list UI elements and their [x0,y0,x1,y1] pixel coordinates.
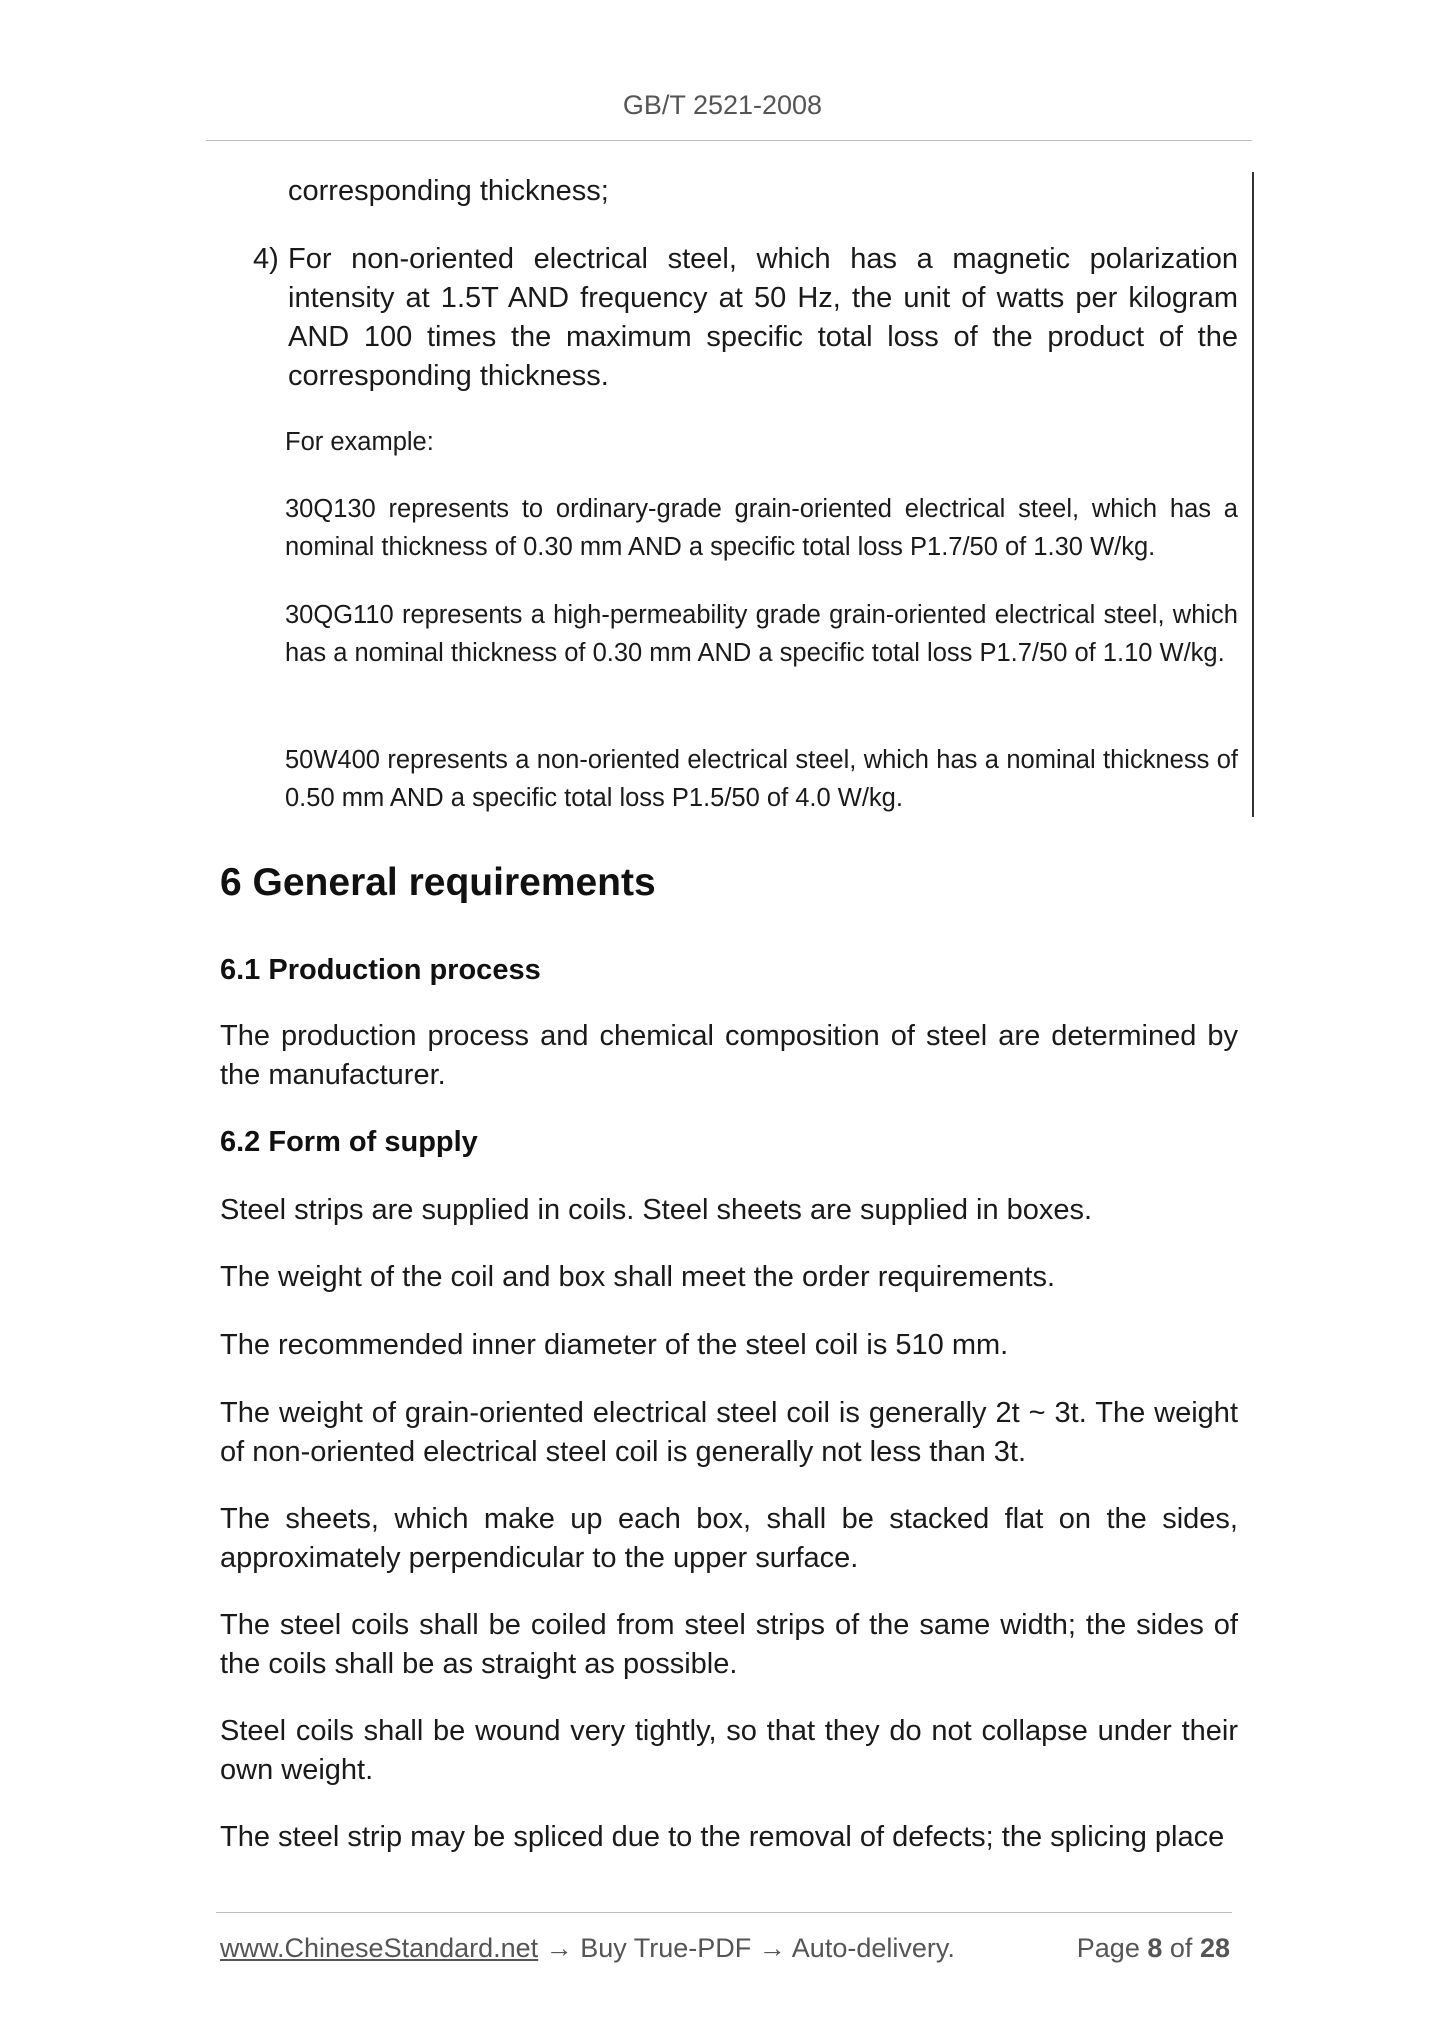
footer-divider [216,1912,1232,1913]
change-bar [1252,172,1254,817]
body-paragraph: The steel coils shall be coiled from steel strips of the same width; the sides of the coils shall be as straight as possible. [220,1609,1238,1680]
header-divider [206,140,1252,141]
site-link[interactable]: www.ChineseStandard.net [220,1933,539,1963]
body-paragraph: The recommended inner diameter of the steel coil is 510 mm. [220,1329,1009,1361]
page-of: of [1169,1933,1193,1963]
list-item-4-text: For non-oriented electrical steel, which has a magnetic polarization intensity at 1.5T AND frequency at 50 Hz, the unit of watts per kilogram AND 100 times the maximum specific total loss of the product of the corresponding thickness. [288,243,1238,392]
arrow-right-icon: → [758,1933,786,1963]
page-total: 28 [1199,1933,1230,1963]
body-paragraph: The production process and chemical composition of steel are determined by the manufacturer. [220,1020,1238,1091]
list-continuation-text: corresponding thickness; [288,175,609,207]
arrow-right-icon: → [545,1933,573,1963]
body-paragraph: The sheets, which make up each box, shall be stacked flat on the sides, approximately perpendicular to the upper surface. [220,1503,1238,1574]
example-item: 50W400 represents a non-oriented electrical steel, which has a nominal thickness of 0.50 mm AND a specific total loss P1.5/50 of 4.0 W/kg. [285,746,1238,812]
section-6-heading: 6 General requirements [220,861,656,904]
body-paragraph: Steel coils shall be wound very tightly, so that they do not collapse under their own weight. [220,1715,1238,1786]
delivery-text: Auto-delivery. [791,1933,955,1963]
section-6-1-heading: 6.1 Production process [220,954,541,986]
example-label: For example: [285,428,434,456]
document-header-id: GB/T 2521-2008 [622,90,823,120]
body-paragraph: Steel strips are supplied in coils. Steel sheets are supplied in boxes. [220,1194,1093,1226]
page-prefix: Page [1076,1933,1140,1963]
example-item: 30QG110 represents a high-permeability grade grain-oriented electrical steel, which has a nominal thickness of 0.30 mm AND a specific total loss P1.7/50 of 1.10 W/kg. [285,601,1238,667]
body-paragraph: The weight of the coil and box shall meet the order requirements. [220,1261,1056,1293]
body-paragraph: The weight of grain-oriented electrical steel coil is generally 2t ~ 3t. The weight of non-oriented electrical steel coil is generally not less than 3t. [220,1397,1238,1468]
section-6-2-heading: 6.2 Form of supply [220,1126,478,1158]
page-indicator [1077,1930,1230,1966]
list-item-number: 4) [253,243,279,275]
buy-text: Buy True-PDF [580,1933,752,1963]
body-paragraph: The steel strip may be spliced due to the removal of defects; the splicing place [220,1821,1225,1853]
page-current: 8 [1147,1933,1163,1963]
example-item: 30Q130 represents to ordinary-grade grain-oriented electrical steel, which has a nominal thickness of 0.30 mm AND a specific total loss P1.7/50 of 1.30 W/kg. [285,495,1238,561]
footer-promo [220,1930,955,1966]
